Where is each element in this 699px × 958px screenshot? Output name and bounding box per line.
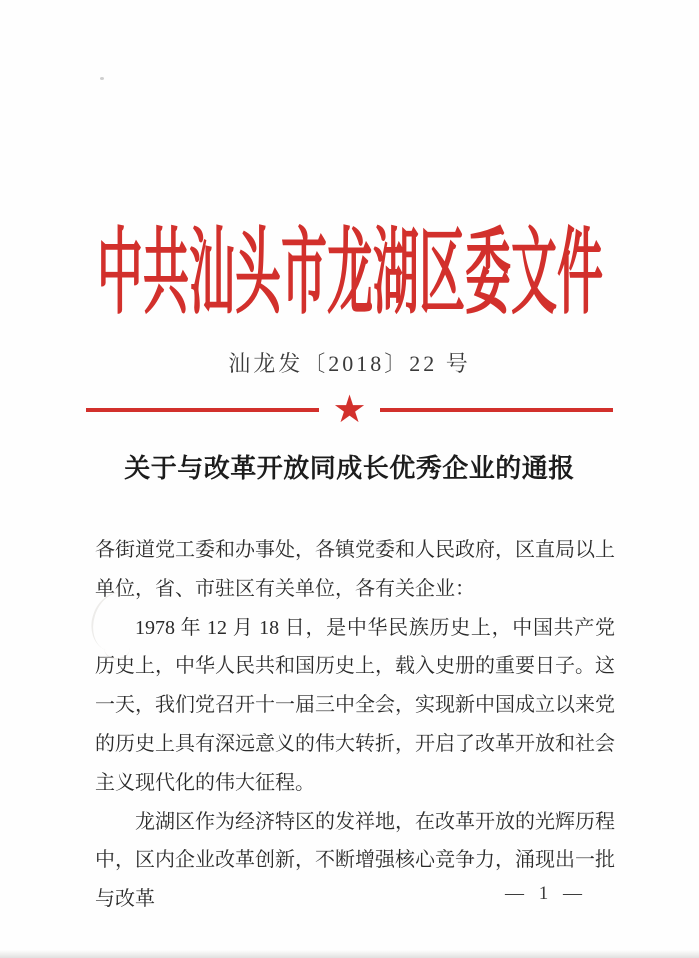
letterhead: [0, 220, 699, 326]
document-title: 关于与改革开放同成长优秀企业的通报: [124, 454, 575, 483]
document-body: [95, 531, 615, 919]
paragraph-body-2: 龙湖区作为经济特区的发祥地，在改革开放的光辉历程中，区内企业改革创新，不断增强核心竞争力，涌现出一批与改革: [95, 810, 615, 911]
paragraph-salutation: 各街道党工委和办事处，各镇党委和人民政府，区直局以上单位，省、市驻区有关单位，各有关企业：: [95, 539, 615, 600]
paragraph-body-1: 1978 年 12 月 18 日，是中华民族历史上，中国共产党历史上，中华人民共和国历史上，载入史册的重要日子。这一天，我们党召开十一届三中全会，实现新中国成立以来党的历史上具有深远意义的伟大转折，开启了改革开放和社会主义现代化的伟大征程。: [95, 616, 615, 794]
scan-bottom-edge: [0, 950, 699, 958]
red-rule-right: [380, 408, 613, 412]
letterhead-title: 中共汕头市龙湖区委文件: [96, 220, 603, 325]
red-rule-left: [86, 408, 319, 412]
page-number: — 1 —: [505, 883, 587, 904]
scan-speck: [100, 77, 104, 80]
star-icon: ★: [332, 387, 367, 431]
document-number: 汕龙发〔2018〕22 号: [228, 351, 471, 376]
star-divider: [86, 387, 613, 431]
